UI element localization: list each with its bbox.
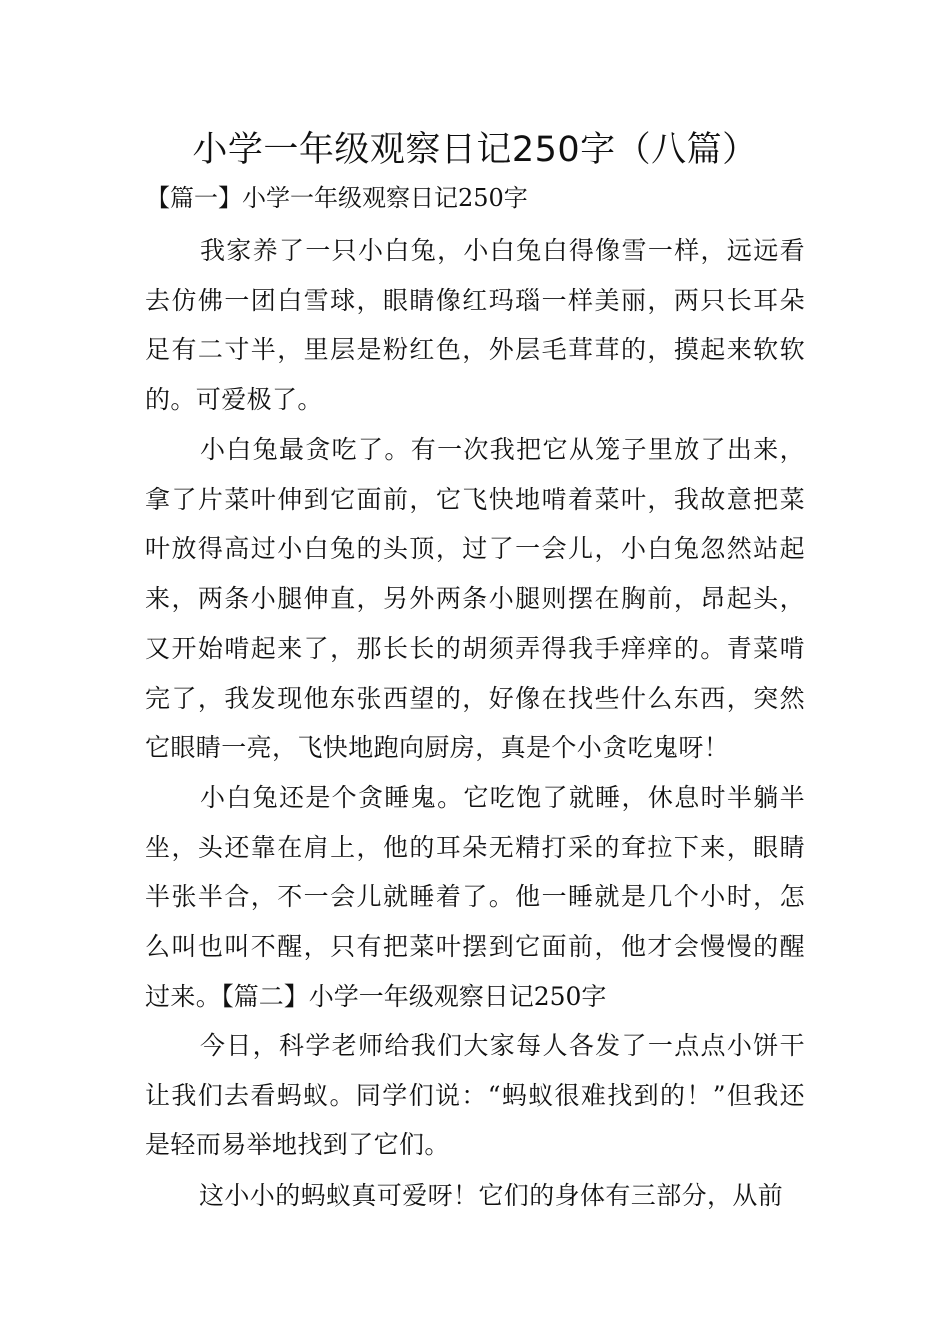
paragraph-1-text: 我家养了一只小白兔，小白兔白得像雪一样，远远看去仿佛一团白雪球，眼睛像红玛瑙一样美丽，两只长耳朵足有二寸半，里层是粉红色，外层毛茸茸的，摸起来软软的。可爱极了。: [145, 236, 805, 415]
paragraph-4-text: 今日，科学老师给我们大家每人各发了一点点小饼干让我们去看蚂蚁。同学们说：“蚂蚁很难找到的！”但我还是轻而易举地找到了它们。: [145, 1031, 805, 1160]
paragraph-3: [145, 773, 805, 1022]
section-heading-2: 【篇二】小学一年级观察日记250字: [221, 981, 607, 1011]
section-heading-1: 【篇一】小学一年级观察日记250字: [146, 184, 528, 212]
paragraph-2: [145, 425, 805, 773]
document-title: 小学一年级观察日记250字（八篇）: [192, 130, 758, 170]
paragraph-1: [145, 226, 805, 425]
paragraph-5: [145, 1171, 805, 1221]
paragraph-5-text: 这小小的蚂蚁真可爱呀！它们的身体有三部分，从前: [199, 1181, 784, 1210]
paragraph-3-text: 小白兔还是个贪睡鬼。它吃饱了就睡，休息时半躺半坐，头还靠在肩上，他的耳朵无精打采的耷拉下来，眼睛半张半合，不一会儿就睡着了。他一睡就是几个小时，怎么叫也叫不醒，只有把菜叶摆到它面前，他才会慢慢的醒过来。: [145, 783, 805, 1011]
paragraph-4: [145, 1021, 805, 1170]
paragraph-2-text: 小白兔最贪吃了。有一次我把它从笼子里放了出来，拿了片菜叶伸到它面前，它飞快地啃着菜叶，我故意把菜叶放得高过小白兔的头顶，过了一会儿，小白兔忽然站起来，两条小腿伸直，另外两条小腿则摆在胸前，昂起头，又开始啃起来了，那长长的胡须弄得我手痒痒的。青菜啃完了，我发现他东张西望的，好像在找些什么东西，突然它眼睛一亮，飞快地跑向厨房，真是个小贪吃鬼呀！: [145, 435, 805, 763]
